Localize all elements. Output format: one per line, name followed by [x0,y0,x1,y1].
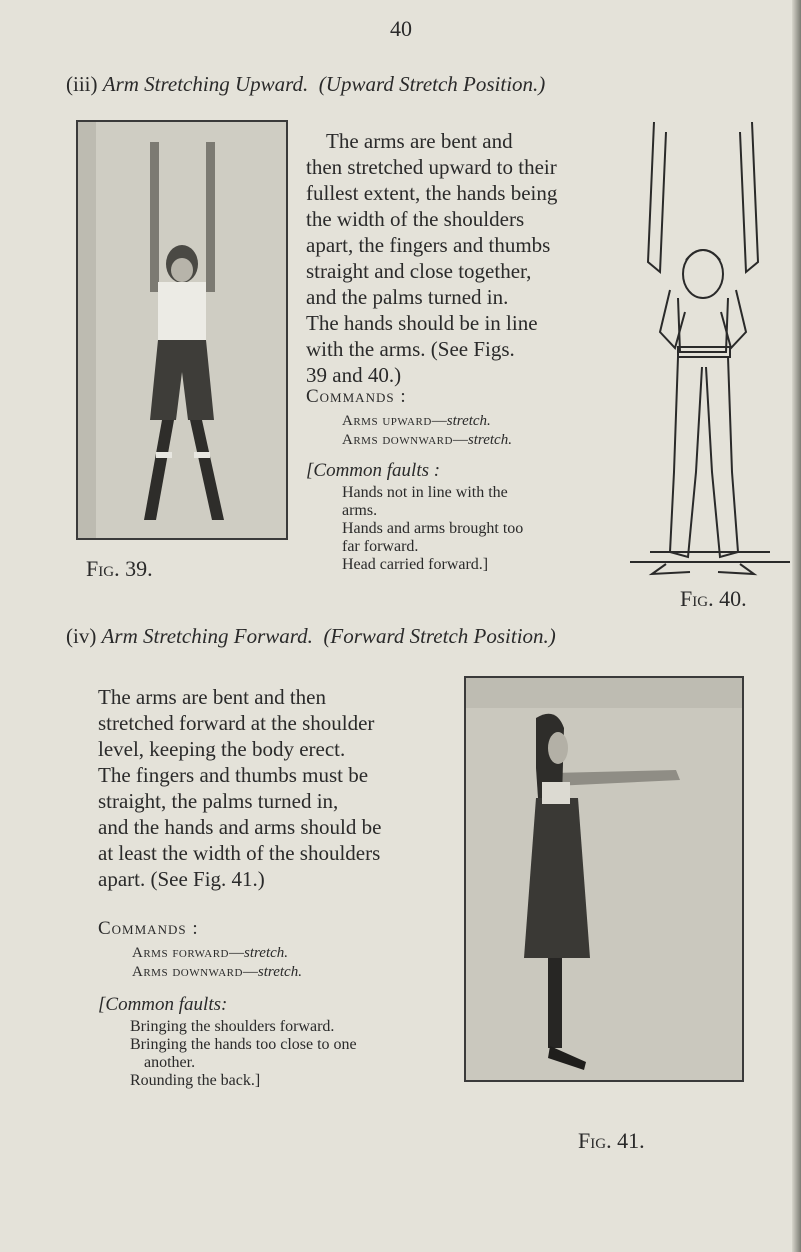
command-value: stretch. [257,964,302,980]
command-key: Arms upward [342,413,432,429]
para-line: The hands should be in line [306,311,538,335]
fault-line: Hands not in line with the [342,484,508,501]
fig-39-photo [76,120,288,540]
section-iv-paragraph [98,684,458,892]
section-iii-alt-title: (Upward Stretch Position.) [318,72,546,96]
para-line: straight, the palms turned in, [98,789,339,813]
section-iv-heading [66,624,556,649]
section-iii-heading [66,72,545,97]
section-iii-paragraph [306,128,626,388]
para-line: and the palms turned in. [306,285,509,309]
section-iv-title: Arm Stretching Forward. [101,624,313,648]
fault-line: Bringing the shoulders forward. [130,1018,335,1035]
para-line: and the hands and arms should be [98,815,382,839]
section-iv-faults-heading: [Common faults: [98,994,228,1015]
section-iii-title: Arm Stretching Upward. [102,72,309,96]
para-line: The arms are bent and then [98,685,326,709]
para-line: apart, the fingers and thumbs [306,233,551,257]
para-line: stretched forward at the shoulder [98,711,375,735]
fig-39-caption: Fig. 39. [86,556,153,581]
para-line: at least the width of the shoulders [98,841,381,865]
para-line: the width of the shoulders [306,207,525,231]
command-line: Arms downward—stretch. [342,432,512,448]
fig-41-caption: Fig. 41. [578,1128,645,1153]
fault-line: Rounding the back.] [130,1072,261,1089]
command-value: stretch. [244,945,289,961]
command-line: Arms upward—stretch. [342,413,491,429]
para-line: The arms are bent and [326,129,513,153]
para-line: apart. (See Fig. 41.) [98,867,265,891]
command-line: Arms downward—stretch. [132,964,302,980]
fig-41-photo [464,676,744,1082]
para-line: straight and close together, [306,259,532,283]
section-iv-alt-title: (Forward Stretch Position.) [323,624,556,648]
fig-40-drawing [630,112,790,587]
fault-line: another. [144,1054,196,1071]
page-edge-shadow [792,0,801,1252]
fig-40-figure [630,112,790,587]
fault-line: Hands and arms brought too [342,520,524,537]
command-key: Arms downward [342,432,453,448]
fault-line: far forward. [342,538,419,555]
command-key: Arms downward [132,964,243,980]
fig-39-figure [78,122,286,538]
section-iii-faults [342,484,523,574]
para-line: fullest extent, the hands being [306,181,558,205]
fault-line: Bringing the hands too close to one [130,1036,357,1053]
section-iv-commands-heading: Commands : [98,918,199,939]
section-iii-faults-heading: [Common faults : [306,460,441,481]
page-number: 40 [390,16,412,41]
section-iii-number: (iii) [66,72,103,96]
section-iii-commands-heading: Commands : [306,386,407,407]
para-line: with the arms. (See Figs. [306,337,515,361]
fault-line: arms. [342,502,378,519]
command-value: stretch. [467,432,512,448]
section-iii-commands [342,412,512,450]
command-key: Arms forward [132,945,229,961]
para-line: The fingers and thumbs must be [98,763,369,787]
para-line: 39 and 40.) [306,363,402,387]
section-iv-number: (iv) [66,624,102,648]
command-line: Arms forward—stretch. [132,945,289,961]
command-value: stretch. [446,413,491,429]
fig-40-caption: Fig. 40. [680,586,747,611]
fault-line: Head carried forward.] [342,556,489,573]
section-iv-commands [132,944,302,982]
para-line: then stretched upward to their [306,155,557,179]
section-iv-faults [130,1018,357,1090]
fig-41-figure [466,678,742,1080]
para-line: level, keeping the body erect. [98,737,346,761]
